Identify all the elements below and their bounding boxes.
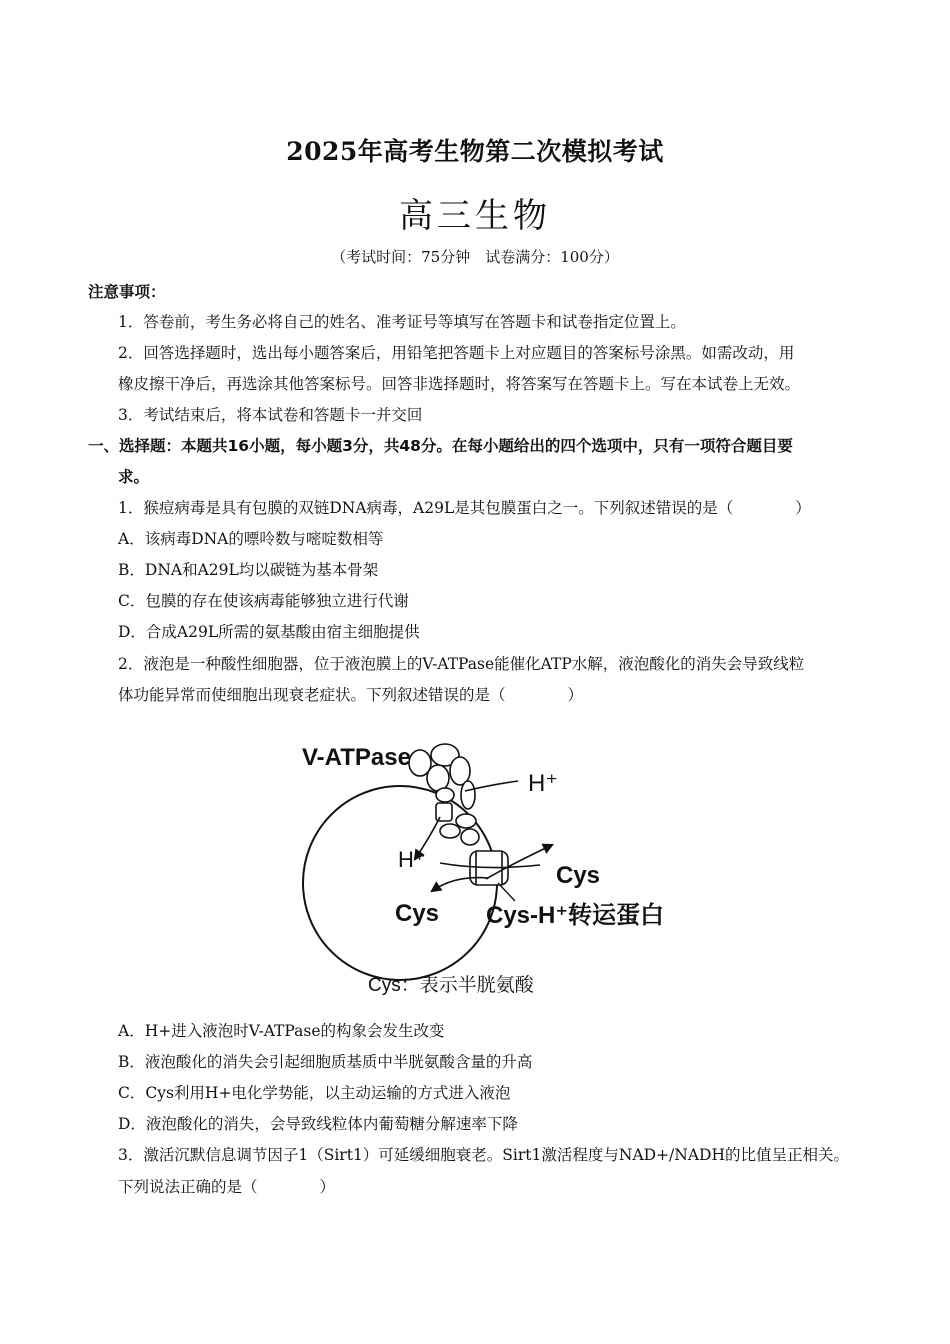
- v-atpase-label: V-ATPase: [302, 744, 411, 771]
- exam-title: 2025年高考生物第二次模拟考试: [286, 137, 664, 166]
- h-plus-outside-label: H⁺: [528, 770, 558, 797]
- question-3-stem: 3．激活沉默信息调节因子1（Sirt1）可延缓细胞衰老。Sirt1激活程度与NAD+/NADH的比值呈正相关。: [118, 1146, 849, 1164]
- subject-title: 高三生物: [399, 196, 551, 236]
- question-2-option: B．液泡酸化的消失会引起细胞质基质中半胱氨酸含量的升高: [118, 1053, 533, 1071]
- notice-item: 2．回答选择题时，选出每小题答案后，用铅笔把答题卡上对应题目的答案标号涂黑。如需改动，用: [118, 344, 795, 362]
- question-1-option: C．包膜的存在使该病毒能够独立进行代谢: [118, 592, 409, 610]
- cys-outside-label: Cys: [556, 862, 601, 889]
- transporter-label: Cys-H⁺转运蛋白: [486, 902, 665, 929]
- question-1-stem: 1．猴痘病毒是具有包膜的双链DNA病毒，A29L是其包膜蛋白之一。下列叙述错误的是（ ）: [118, 499, 811, 517]
- exam-info: （考试时间：75分钟 试卷满分：100分）: [331, 248, 619, 266]
- notice-item: 橡皮擦干净后，再选涂其他答案标号。回答非选择题时，将答案写在答题卡上。写在本试卷上无效。: [118, 375, 801, 393]
- question-1-option: D．合成A29L所需的氨基酸由宿主细胞提供: [118, 623, 420, 641]
- notice-item: 1．答卷前，考生务必将自己的姓名、准考证号等填写在答题卡和试卷指定位置上。: [118, 313, 686, 331]
- question-2-stem: 2．液泡是一种酸性细胞器，位于液泡膜上的V-ATPase能催化ATP水解，液泡酸化的消失会导致线粒: [118, 655, 805, 673]
- vacuole-diagram: [290, 733, 690, 1003]
- question-2-stem-cont: 体功能异常而使细胞出现衰老症状。下列叙述错误的是（ ）: [118, 686, 584, 704]
- v-atpase-icon: [409, 744, 479, 845]
- section-heading-cont: 求。: [118, 468, 150, 486]
- h-plus-inside-label: H⁺: [398, 847, 426, 872]
- notice-heading: 注意事项：: [88, 283, 166, 301]
- question-2-option: A．H+进入液泡时V-ATPase的构象会发生改变: [118, 1022, 445, 1040]
- section-heading: 一、选择题：本题共16小题，每小题3分，共48分。在每小题给出的四个选项中，只有一项符合题目要: [88, 437, 793, 455]
- question-1-option: A．该病毒DNA的嘌呤数与嘧啶数相等: [118, 530, 384, 548]
- cys-inside-label: Cys: [395, 900, 440, 927]
- transporter-label-line: [498, 883, 515, 901]
- question-2-option: D．液泡酸化的消失，会导致线粒体内葡萄糖分解速率下降: [118, 1115, 518, 1133]
- question-2-option: C．Cys利用H+电化学势能，以主动运输的方式进入液泡: [118, 1084, 511, 1102]
- notice-item: 3．考试结束后，将本试卷和答题卡一并交回: [118, 406, 423, 424]
- question-3-stem-cont: 下列说法正确的是（ ）: [118, 1178, 336, 1196]
- figure-caption: Cys：表示半胱氨酸: [368, 975, 534, 996]
- question-1-option: B．DNA和A29L均以碳链为基本骨架: [118, 561, 379, 579]
